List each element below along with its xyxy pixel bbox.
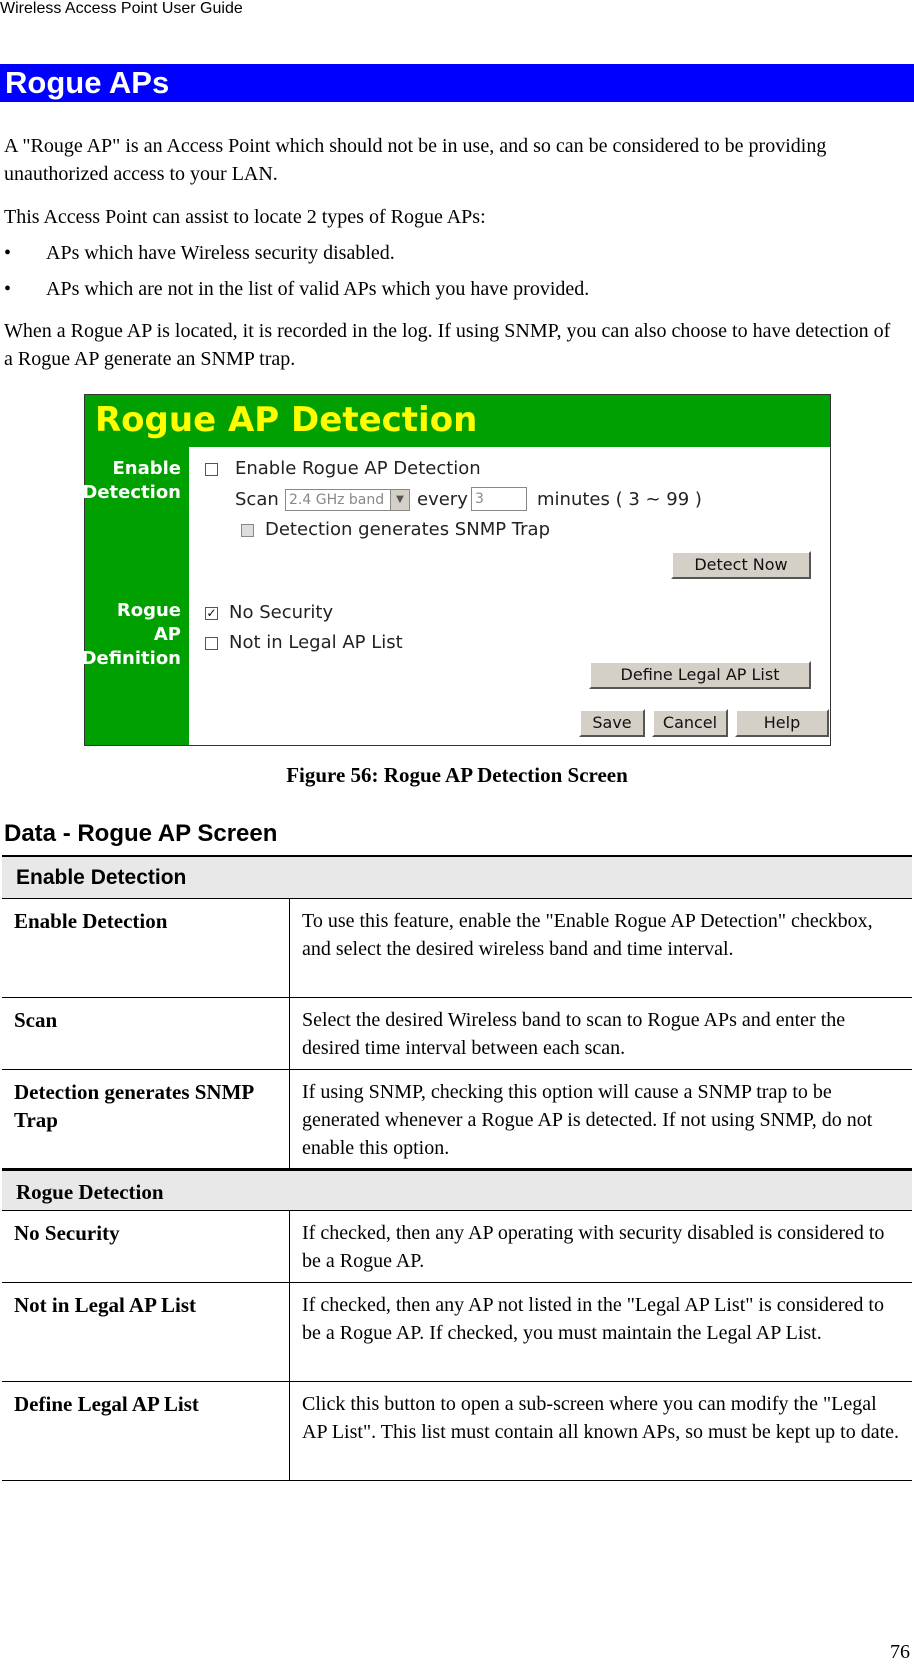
side-label-line: Definition bbox=[81, 648, 181, 669]
enable-detection-checkbox[interactable] bbox=[205, 463, 218, 476]
table-row bbox=[2, 899, 912, 998]
log-paragraph: When a Rogue AP is located, it is recorded in the log. If using SNMP, you can also choose to have detection of a Rogue AP generate an SNMP trap. bbox=[4, 320, 891, 370]
define-legal-ap-list-button[interactable]: Define Legal AP List bbox=[589, 661, 811, 689]
bullet-item bbox=[4, 239, 894, 267]
legal-list-checkbox[interactable] bbox=[205, 637, 218, 650]
field-description: Click this button to open a sub-screen where you can modify the "Legal AP List". This list must contain all known APs, so must be kept up to date. bbox=[302, 1393, 900, 1443]
figure-caption: Figure 56: Rogue AP Detection Screen bbox=[286, 763, 628, 787]
snmp-trap-checkbox[interactable] bbox=[241, 524, 254, 537]
field-name: Detection generates SNMP Trap bbox=[2, 1070, 290, 1168]
interval-input[interactable]: 3 bbox=[471, 487, 527, 511]
detect-now-button[interactable]: Detect Now bbox=[671, 551, 811, 579]
field-name: Define Legal AP List bbox=[2, 1382, 290, 1480]
field-description: If checked, then any AP operating with security disabled is considered to be a Rogue AP. bbox=[302, 1222, 885, 1272]
snmp-trap-text: Detection generates SNMP Trap bbox=[265, 519, 551, 540]
group-header-rogue-detection: Rogue Detection bbox=[2, 1169, 912, 1211]
field-description: If using SNMP, checking this option will cause a SNMP trap to be generated whenever a Rogue AP is detected. If not using SNMP, do not enable this option. bbox=[302, 1081, 873, 1159]
field-name: Enable Detection bbox=[2, 899, 290, 997]
screen-form bbox=[189, 447, 830, 745]
save-button[interactable]: Save bbox=[579, 709, 645, 737]
bullet-dot: • bbox=[4, 278, 12, 300]
group-header-enable-detection: Enable Detection bbox=[2, 857, 912, 899]
field-description: To use this feature, enable the "Enable Rogue AP Detection" checkbox, and select the desired wireless band and time interval. bbox=[302, 910, 873, 960]
field-description: If checked, then any AP not listed in the "Legal AP List" is considered to be a Rogue AP. If checked, you must maintain the Legal AP List. bbox=[302, 1294, 884, 1344]
band-select[interactable] bbox=[285, 489, 410, 511]
bullet-text: APs which are not in the list of valid APs which you have provided. bbox=[46, 278, 590, 300]
table-row bbox=[2, 1382, 912, 1481]
enable-detection-text: Enable Rogue AP Detection bbox=[235, 458, 481, 479]
bullet-item bbox=[4, 275, 894, 303]
data-table bbox=[2, 855, 912, 1481]
help-button[interactable]: Help bbox=[735, 709, 829, 737]
side-label-line: Enable bbox=[112, 458, 181, 479]
cancel-button[interactable]: Cancel bbox=[652, 709, 728, 737]
chevron-down-icon: ▼ bbox=[390, 490, 409, 510]
field-name: Not in Legal AP List bbox=[2, 1283, 290, 1381]
side-label-line: AP bbox=[153, 624, 181, 645]
no-security-text: No Security bbox=[229, 602, 334, 623]
field-name: No Security bbox=[2, 1211, 290, 1282]
field-description: Select the desired Wireless band to scan to Rogue APs and enter the desired time interval between each scan. bbox=[302, 1009, 846, 1059]
enable-detection-label bbox=[82, 457, 181, 505]
band-select-value: 2.4 GHz band bbox=[289, 492, 385, 508]
scan-text: Scan bbox=[235, 489, 279, 510]
types-intro: This Access Point can assist to locate 2 types of Rogue APs: bbox=[4, 206, 486, 228]
field-name: Scan bbox=[2, 998, 290, 1069]
table-row bbox=[2, 1070, 912, 1169]
no-security-checkbox[interactable]: ✓ bbox=[206, 606, 217, 620]
screen-sidebar bbox=[81, 447, 189, 745]
every-text: every bbox=[417, 489, 468, 510]
minutes-text: minutes ( 3 ~ 99 ) bbox=[537, 489, 702, 510]
section-title: Rogue APs bbox=[0, 64, 914, 102]
page-number: 76 bbox=[890, 1641, 910, 1663]
side-label-line: Rogue bbox=[116, 600, 181, 621]
legal-list-text: Not in Legal AP List bbox=[229, 632, 403, 653]
rogue-ap-detection-screenshot bbox=[81, 394, 831, 746]
side-label-line: Detection bbox=[82, 482, 181, 503]
bullet-dot: • bbox=[4, 242, 12, 264]
table-row bbox=[2, 1211, 912, 1283]
rogue-ap-definition-label bbox=[82, 599, 181, 671]
screen-title: Rogue AP Detection bbox=[85, 395, 830, 447]
table-row bbox=[2, 1283, 912, 1382]
intro-paragraph: A "Rouge AP" is an Access Point which should not be in use, and so can be considered to be providing unauthorized access to your LAN. bbox=[4, 135, 827, 185]
bullet-text: APs which have Wireless security disabled. bbox=[46, 242, 395, 264]
table-row bbox=[2, 998, 912, 1070]
running-header: Wireless Access Point User Guide bbox=[0, 0, 243, 17]
data-heading: Data - Rogue AP Screen bbox=[4, 820, 278, 847]
